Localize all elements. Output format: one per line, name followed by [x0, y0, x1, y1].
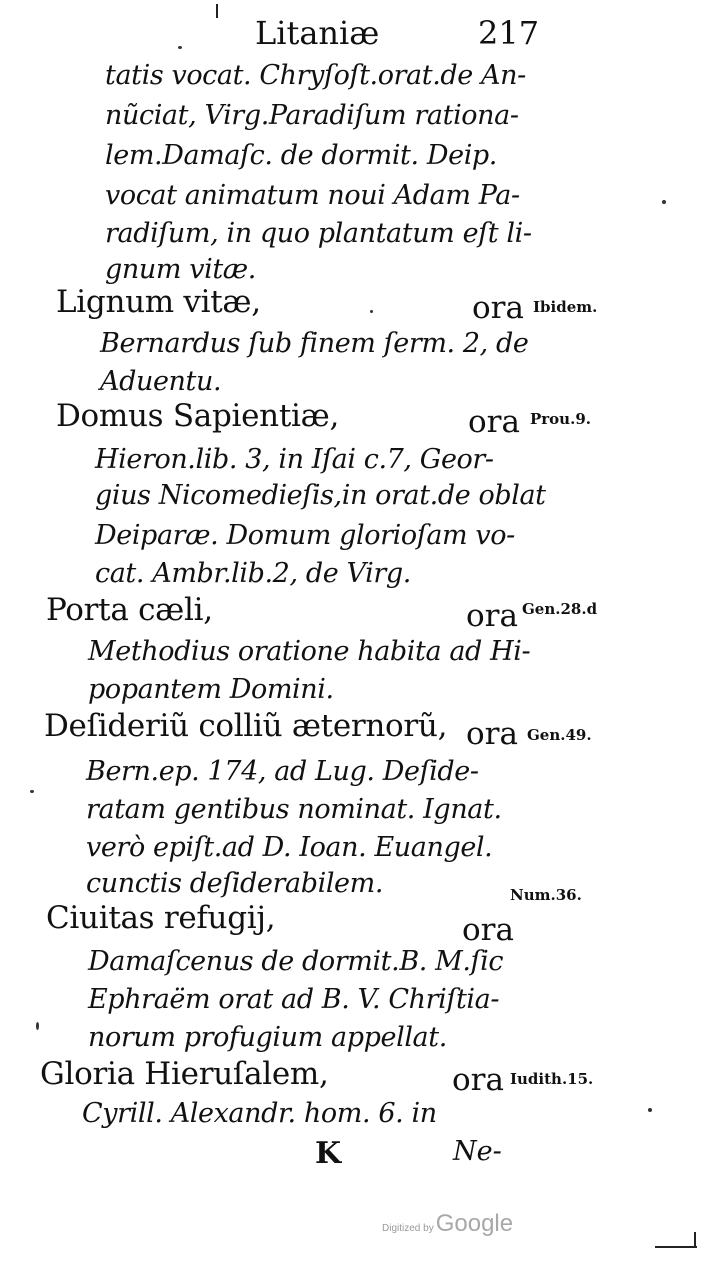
invocation-title: Lignum vitæ, — [56, 284, 261, 320]
scripture-reference: Ibidem. — [533, 298, 598, 316]
text-line: cunctis deſiderabilem. — [86, 868, 384, 899]
text-line: Damaſcenus de dormit.B. M.ſic — [88, 946, 504, 977]
text-line: Methodius oratione habita ad Hi- — [88, 636, 531, 667]
text-line: cat. Ambr.lib.2, de Virg. — [95, 558, 411, 589]
google-logo: Google — [435, 1210, 514, 1237]
text-line: norum profugium appellat. — [88, 1022, 447, 1053]
text-line: gius Nicomedieſis,in orat.de oblat — [95, 480, 546, 511]
scan-speck — [662, 200, 666, 204]
text-line: radiſum, in quo plantatum eſt li- — [105, 218, 532, 249]
scan-edge-mark — [216, 4, 218, 18]
text-line: nũciat, Virg.Paradiſum rationa- — [105, 100, 519, 131]
response-ora: ora — [462, 912, 514, 948]
text-line: gnum vitæ. — [105, 254, 256, 285]
text-line: vocat animatum noui Adam Pa- — [105, 180, 520, 211]
scan-edge-mark — [694, 1232, 696, 1248]
text-line: ratam gentibus nominat. Ignat. — [86, 794, 502, 825]
text-line: Cyrill. Alexandr. hom. 6. in — [82, 1098, 437, 1129]
invocation-title: Gloria Hieruſalem, — [40, 1056, 329, 1092]
google-watermark — [382, 1210, 513, 1238]
invocation-title: Deſideriũ colliũ æternorũ, — [44, 708, 448, 744]
scan-speck — [370, 310, 373, 313]
scripture-reference: Iudith.15. — [510, 1070, 594, 1088]
text-line: lem.Damaſc. de dormit. Deip. — [105, 140, 497, 171]
page-number: 217 — [478, 14, 540, 52]
catchword: Ne- — [453, 1136, 502, 1167]
text-line: Bernardus ſub finem ſerm. 2, de — [100, 328, 529, 359]
response-ora: ora — [468, 404, 520, 440]
signature-mark: K — [315, 1136, 342, 1171]
response-ora: ora — [452, 1062, 504, 1098]
scan-speck — [178, 46, 182, 49]
text-line: Ephraëm orat ad B. V. Chriſtia- — [88, 984, 500, 1015]
watermark-prefix: Digitized by — [382, 1223, 434, 1234]
invocation-title: Ciuitas refugij, — [46, 900, 276, 936]
scripture-reference: Prou.9. — [530, 410, 591, 428]
invocation-title: Domus Sapientiæ, — [56, 398, 339, 434]
scan-speck — [36, 1022, 39, 1030]
invocation-title: Porta cæli, — [46, 592, 213, 628]
scan-edge-mark — [655, 1246, 697, 1248]
text-line: tatis vocat. Chryſoſt.orat.de An- — [105, 60, 526, 91]
scan-speck — [648, 1108, 652, 1112]
scan-speck — [30, 790, 34, 793]
running-head: Litaniæ — [255, 14, 380, 52]
text-line: verò epiſt.ad D. Ioan. Euangel. — [86, 832, 493, 863]
text-line: Aduentu. — [100, 366, 222, 397]
scripture-reference: Num.36. — [510, 886, 582, 904]
text-line: Deiparæ. Domum glorioſam vo- — [95, 520, 515, 551]
response-ora: ora — [466, 598, 518, 634]
text-line: Hieron.lib. 3, in Iſai c.7, Geor- — [95, 444, 494, 475]
response-ora: ora — [466, 716, 518, 752]
text-line: Bern.ep. 174, ad Lug. Deſide- — [86, 756, 479, 787]
text-line: popantem Domini. — [88, 674, 334, 705]
response-ora: ora — [472, 290, 524, 326]
scripture-reference: Gen.49. — [527, 726, 592, 744]
scripture-reference: Gen.28.d — [522, 600, 598, 618]
